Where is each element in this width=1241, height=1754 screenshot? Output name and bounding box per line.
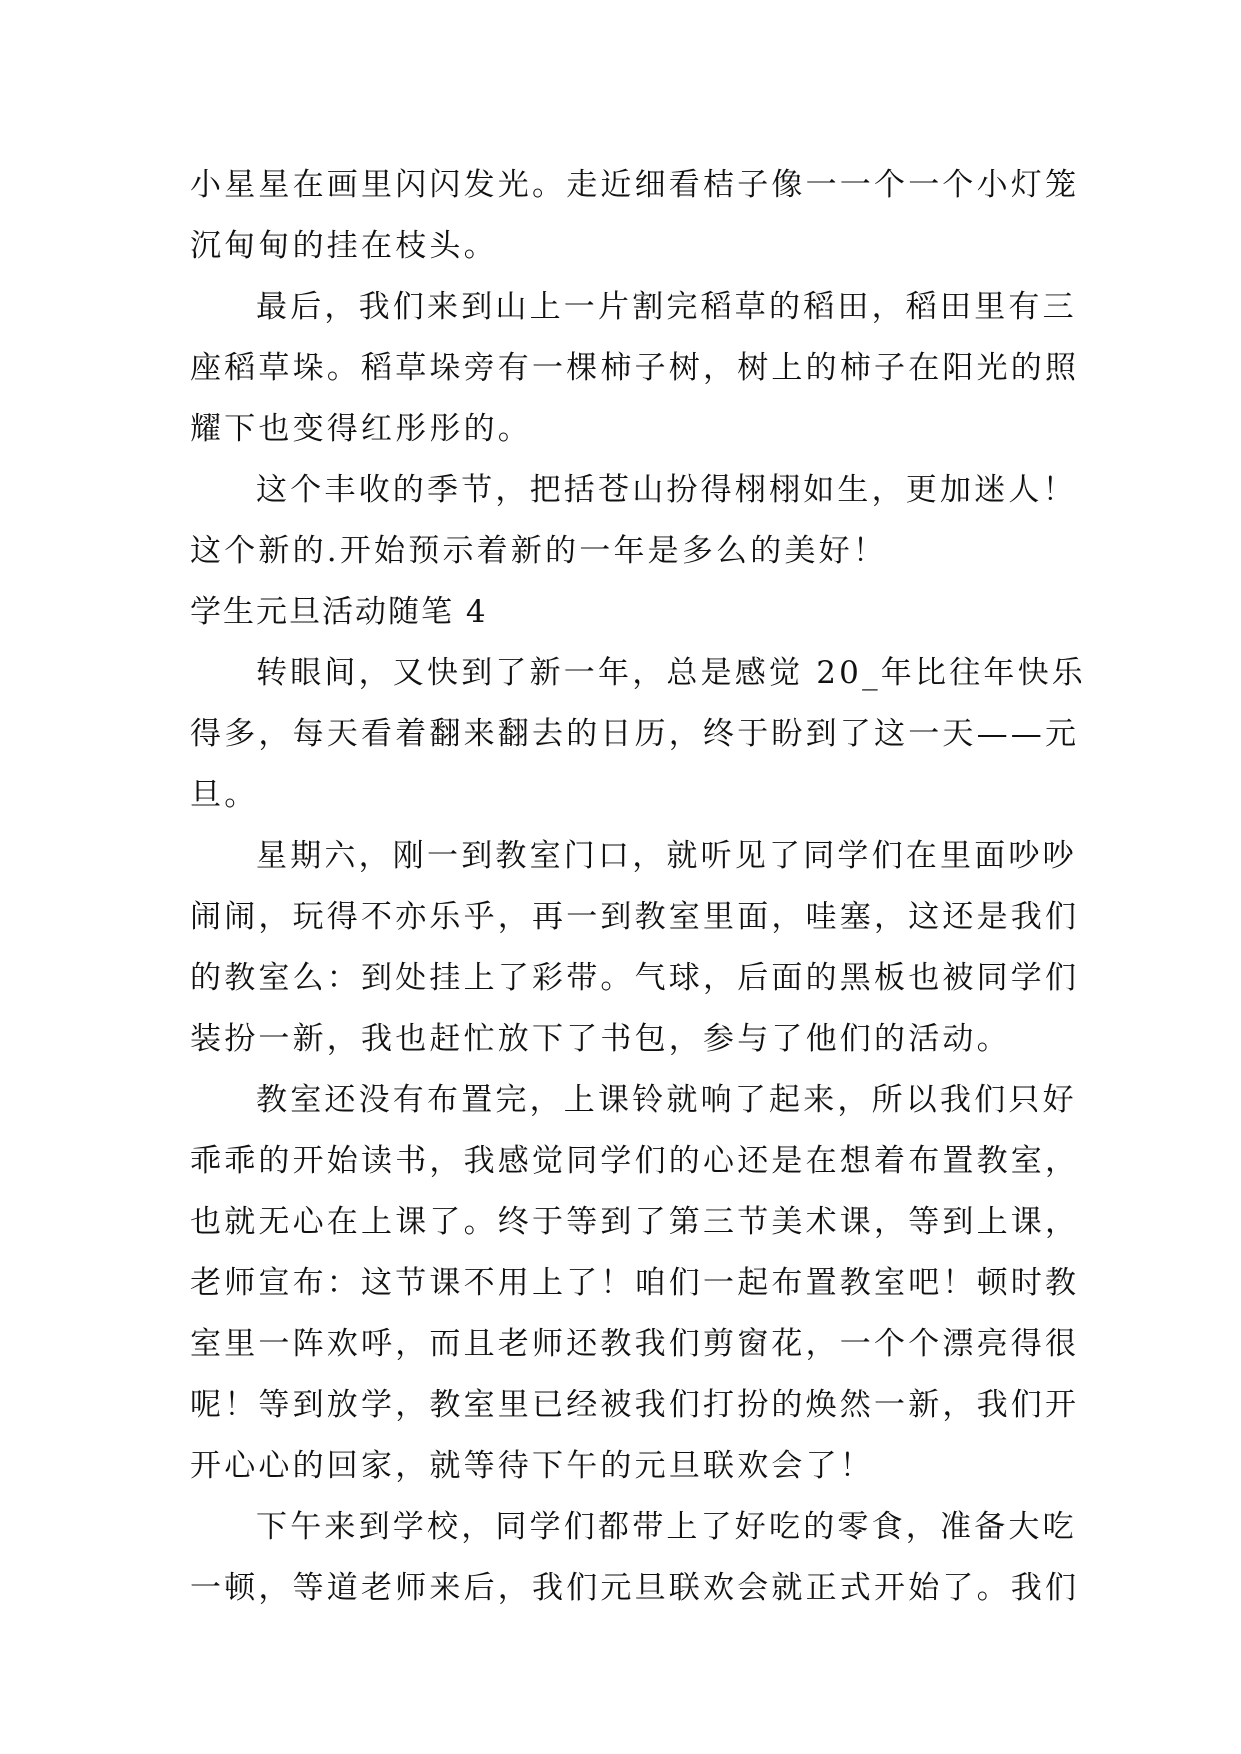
text-line: 一顿，等道老师来后，我们元旦联欢会就正式开始了。我们	[190, 1570, 1080, 1606]
text-line: 得多，每天看着翻来翻去的日历，终于盼到了这一天——元	[190, 716, 1080, 752]
text-line: 开心心的回家，就等待下午的元旦联欢会了！	[190, 1448, 874, 1484]
text-line: 的教室么：到处挂上了彩带。气球，后面的黑板也被同学们	[190, 960, 1080, 996]
text-line: 装扮一新，我也赶忙放下了书包，参与了他们的活动。	[190, 1021, 1011, 1057]
text-line: 也就无心在上课了。终于等到了第三节美术课，等到上课，	[190, 1204, 1080, 1240]
text-line: 教室还没有布置完，上课铃就响了起来，所以我们只好	[256, 1082, 1077, 1118]
text-line: 室里一阵欢呼，而且老师还教我们剪窗花，一个个漂亮得很	[190, 1326, 1080, 1362]
text-line: 下午来到学校，同学们都带上了好吃的零食，准备大吃	[256, 1509, 1077, 1545]
section-heading: 学生元旦活动随笔 4	[190, 594, 488, 630]
text-line: 旦。	[190, 777, 259, 813]
text-line: 座稻草垛。稻草垛旁有一棵柿子树，树上的柿子在阳光的照	[190, 350, 1080, 386]
text-line: 沉甸甸的挂在枝头。	[190, 228, 498, 264]
text-line: 闹闹，玩得不亦乐乎，再一到教室里面，哇塞，这还是我们	[190, 899, 1080, 935]
text-line: 最后，我们来到山上一片割完稻草的稻田，稻田里有三	[256, 289, 1077, 325]
text-line: 老师宣布：这节课不用上了！咱们一起布置教室吧！顿时教	[190, 1265, 1080, 1301]
text-line: 小星星在画里闪闪发光。走近细看桔子像一一个一个小灯笼	[190, 167, 1080, 203]
text-line: 耀下也变得红彤彤的。	[190, 411, 532, 447]
document-page	[190, 155, 1086, 1619]
text-line: 转眼间，又快到了新一年，总是感觉 20_年比往年快乐	[256, 655, 1086, 691]
text-line: 这个新的.开始预示着新的一年是多么的美好！	[190, 533, 888, 569]
text-line: 星期六，刚一到教室门口，就听见了同学们在里面吵吵	[256, 838, 1077, 874]
text-line: 呢！等到放学，教室里已经被我们打扮的焕然一新，我们开	[190, 1387, 1080, 1423]
text-line: 这个丰收的季节，把括苍山扮得栩栩如生，更加迷人！	[256, 472, 1077, 508]
text-line: 乖乖的开始读书，我感觉同学们的心还是在想着布置教室，	[190, 1143, 1080, 1179]
